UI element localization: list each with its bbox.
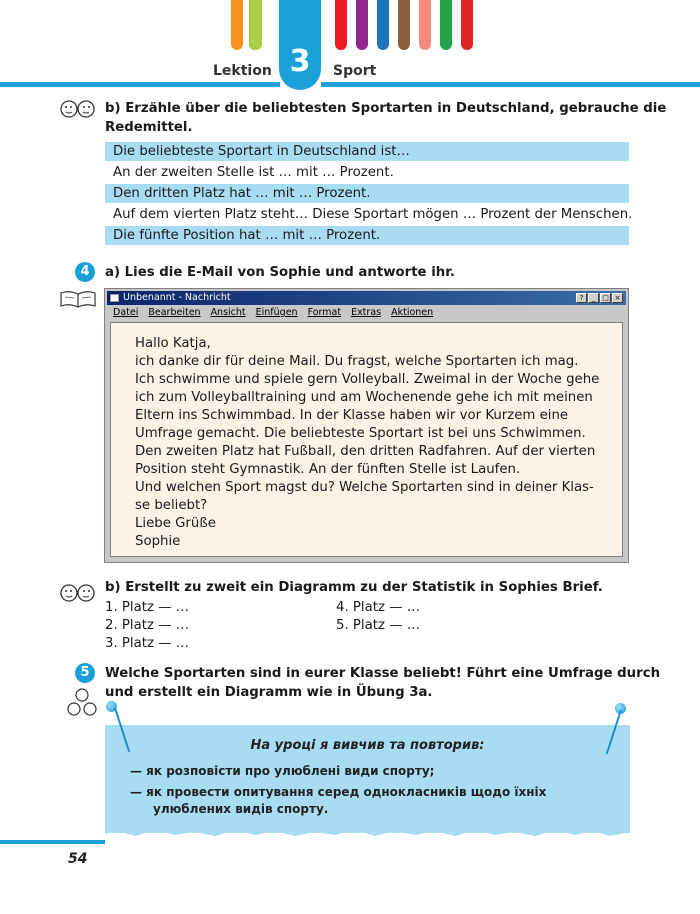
place-4: 4. Platz — … <box>336 600 421 615</box>
page-number: 54 <box>68 851 88 867</box>
mail-line: Position steht Gymnastik. An der fünften Stelle ist Laufen. <box>135 462 521 477</box>
mail-line: Hallo Katja, <box>135 336 211 351</box>
task-3b-instruction: b) Erzähle über die beliebtesten Sportarten in Deutschland, gebrauche die Redemittel. <box>105 101 667 135</box>
lesson-number: 3 <box>289 44 311 79</box>
close-icon[interactable]: × <box>612 293 623 303</box>
menu-bar <box>113 307 433 318</box>
header-rule-right <box>321 82 700 87</box>
group-work-icon <box>66 688 98 718</box>
mail-line: Eltern ins Schwimmbad. In der Klasse haben wir vor Kurzem eine <box>135 408 569 423</box>
stripe <box>398 0 410 50</box>
summary-title: На уроці я вивчив та повторив: <box>250 738 485 753</box>
minimize-icon[interactable]: _ <box>588 293 599 303</box>
summary-note <box>105 725 630 833</box>
mail-line: se beliebt? <box>135 498 208 513</box>
phrase-5: Die fünfte Position hat … mit … Prozent. <box>105 226 629 245</box>
summary-item-2-cont: улюблених видів спорту. <box>153 802 329 816</box>
torn-edge <box>105 826 630 838</box>
menu-extras[interactable]: Extras <box>351 307 382 318</box>
phrase-2: An der zweiten Stelle ist … mit … Prozent. <box>113 165 394 180</box>
stripe <box>419 0 431 50</box>
mail-line: Umfrage gemacht. Die beliebteste Sportart ist bei uns Schwimmen. <box>135 426 586 441</box>
window-title: Unbenannt - Nachricht <box>123 292 231 303</box>
help-icon[interactable]: ? <box>576 293 587 303</box>
phrase-4: Auf dem vierten Platz steht… Diese Sportart mögen … Prozent der Menschen. <box>113 207 633 222</box>
mail-line: ich danke dir für deine Mail. Du fragst, welche Sportarten ich mag. <box>135 354 579 369</box>
stripe <box>440 0 452 50</box>
footer-rule <box>0 840 105 844</box>
task-4a-instruction: a) Lies die E-Mail von Sophie und antworte ihr. <box>105 265 455 280</box>
place-5: 5. Platz — … <box>336 618 421 633</box>
task-4b-instruction: b) Erstellt zu zweit ein Diagramm zu der Statistik in Sophies Brief. <box>105 580 603 595</box>
menu-bearbeiten[interactable]: Bearbeiten <box>148 307 201 318</box>
task-4-number: 4 <box>75 262 95 282</box>
lektion-label: Lektion <box>213 63 272 79</box>
phrase-1: Die beliebteste Sportart in Deutschland ist… <box>105 142 629 161</box>
mail-line: Ich schwimme und spiele gern Volleyball. Zweimal in der Woche gehe <box>135 372 600 387</box>
stripe <box>231 0 243 50</box>
stripe <box>461 0 473 50</box>
summary-item-1: — як розповісти про улюблені види спорту; <box>130 764 435 778</box>
stripe <box>335 0 347 50</box>
stripe <box>356 0 368 50</box>
window-title-bar[interactable] <box>107 291 626 305</box>
menu-datei[interactable]: Datei <box>113 307 139 318</box>
message-icon <box>110 294 119 302</box>
summary-item-2: — як провести опитування серед однокласників щодо їхніх <box>130 785 547 799</box>
maximize-icon[interactable]: □ <box>600 293 611 303</box>
task-5-number: 5 <box>75 663 95 683</box>
menu-ansicht[interactable]: Ansicht <box>210 307 246 318</box>
menu-einfuegen[interactable]: Einfügen <box>255 307 298 318</box>
email-window <box>104 288 629 563</box>
stripe <box>377 0 389 50</box>
stripe <box>250 0 262 50</box>
menu-format[interactable]: Format <box>307 307 342 318</box>
place-1: 1. Platz — … <box>105 600 190 615</box>
mail-line: Und welchen Sport magst du? Welche Sportarten sind in deiner Klas- <box>135 480 594 495</box>
open-book-icon <box>59 289 97 309</box>
mail-line: Sophie <box>135 534 181 549</box>
pair-work-icon <box>58 582 98 604</box>
place-2: 2. Platz — … <box>105 618 190 633</box>
header-rule-left <box>0 82 280 87</box>
place-3: 3. Platz — … <box>105 636 190 651</box>
menu-aktionen[interactable]: Aktionen <box>391 307 434 318</box>
sport-label: Sport <box>333 63 377 79</box>
phrase-3: Den dritten Platz hat … mit … Prozent. <box>105 184 629 203</box>
task-5-instruction: Welche Sportarten sind in eurer Klasse beliebt! Führt eine Umfrage durch und erstellt ein Diagramm wie in Übung 3a. <box>105 666 661 700</box>
mail-line: ich zum Volleyballtraining und am Wochenende gehe ich mit meinen <box>135 390 593 405</box>
mail-line: Den zweiten Platz hat Fußball, den dritten Radfahren. Auf der vierten <box>135 444 596 459</box>
mail-line: Liebe Grüße <box>135 516 216 531</box>
pair-work-icon <box>58 98 98 120</box>
message-body[interactable] <box>110 322 623 557</box>
